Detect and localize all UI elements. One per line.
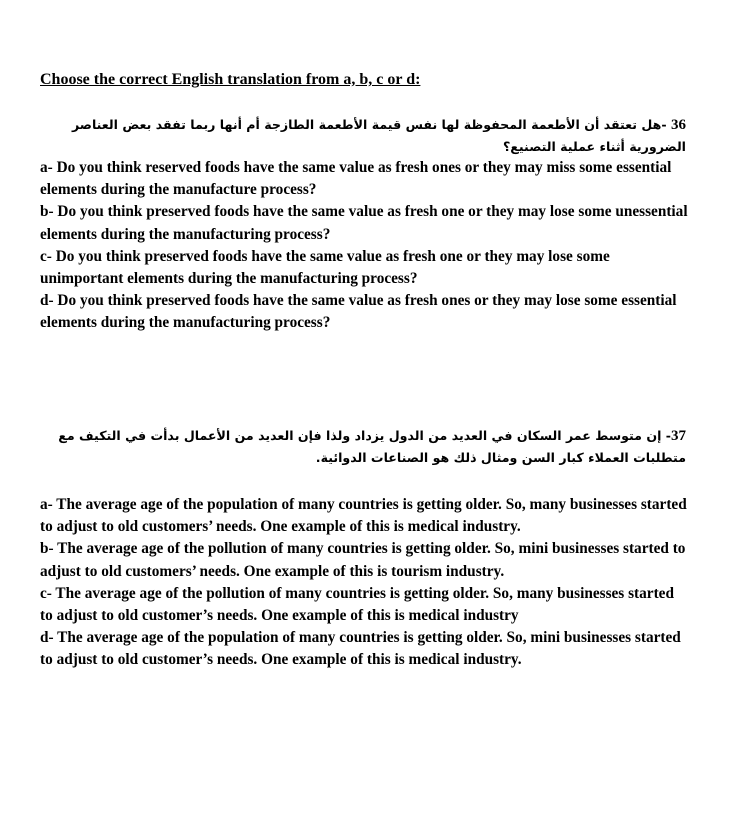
option-d: d- Do you think preserved foods have the same value as fresh ones or they may lose some essential elements during the manufacturing process? <box>40 292 677 332</box>
option-a: a- Do you think reserved foods have the same value as fresh ones or they may miss some essential elements during the manufacture process? <box>40 159 672 199</box>
option-b: b- The average age of the pollution of many countries is getting older. So, mini businesses started to adjust to old customers’ needs. One example of this is tourism industry. <box>40 540 686 580</box>
option-a: a- The average age of the population of many countries is getting older. So, many businesses started to adjust to old customers’ needs. One example of this is medical industry. <box>40 496 687 536</box>
arabic-sentence: -هل تعتقد أن الأطعمة المحفوظة لها نفس قيمة الأطعمة الطازجة أم أنها ربما تفقد بعض العناصر الضرورية أثناء عملية التصنيع؟ <box>71 117 686 154</box>
answer-options <box>40 157 690 335</box>
option-d: d- The average age of the population of many countries is getting older. So, mini businesses started to adjust to old customer’s needs. One example of this is medical industry. <box>40 629 681 669</box>
answer-options <box>40 494 690 672</box>
question-37 <box>40 425 690 672</box>
question-number: 37 <box>671 428 686 444</box>
option-c: c- Do you think preserved foods have the same value as fresh one or they may lose some unimportant elements during the manufacturing process? <box>40 247 610 288</box>
arabic-prompt <box>40 114 690 157</box>
question-36 <box>40 114 690 335</box>
arabic-prompt <box>40 425 690 468</box>
question-number: 36 <box>671 117 686 133</box>
option-c: c- The average age of the pollution of many countries is getting older. So, many businesses started to adjust to old customer’s needs. One example of this is medical industry <box>40 584 674 625</box>
arabic-sentence: - إن متوسط عمر السكان في العديد من الدول يزداد ولذا فإن العديد من الأعمال بدأت في التكيف مع متطلبات العملاء كبار السن ومثال ذلك هو الصناعات الدوائية. <box>58 428 686 465</box>
instructions-heading: Choose the correct English translation from a, b, c or d: <box>40 71 421 88</box>
option-b: b- Do you think preserved foods have the same value as fresh one or they may lose some unessential elements during the manufacturing process? <box>40 203 688 243</box>
